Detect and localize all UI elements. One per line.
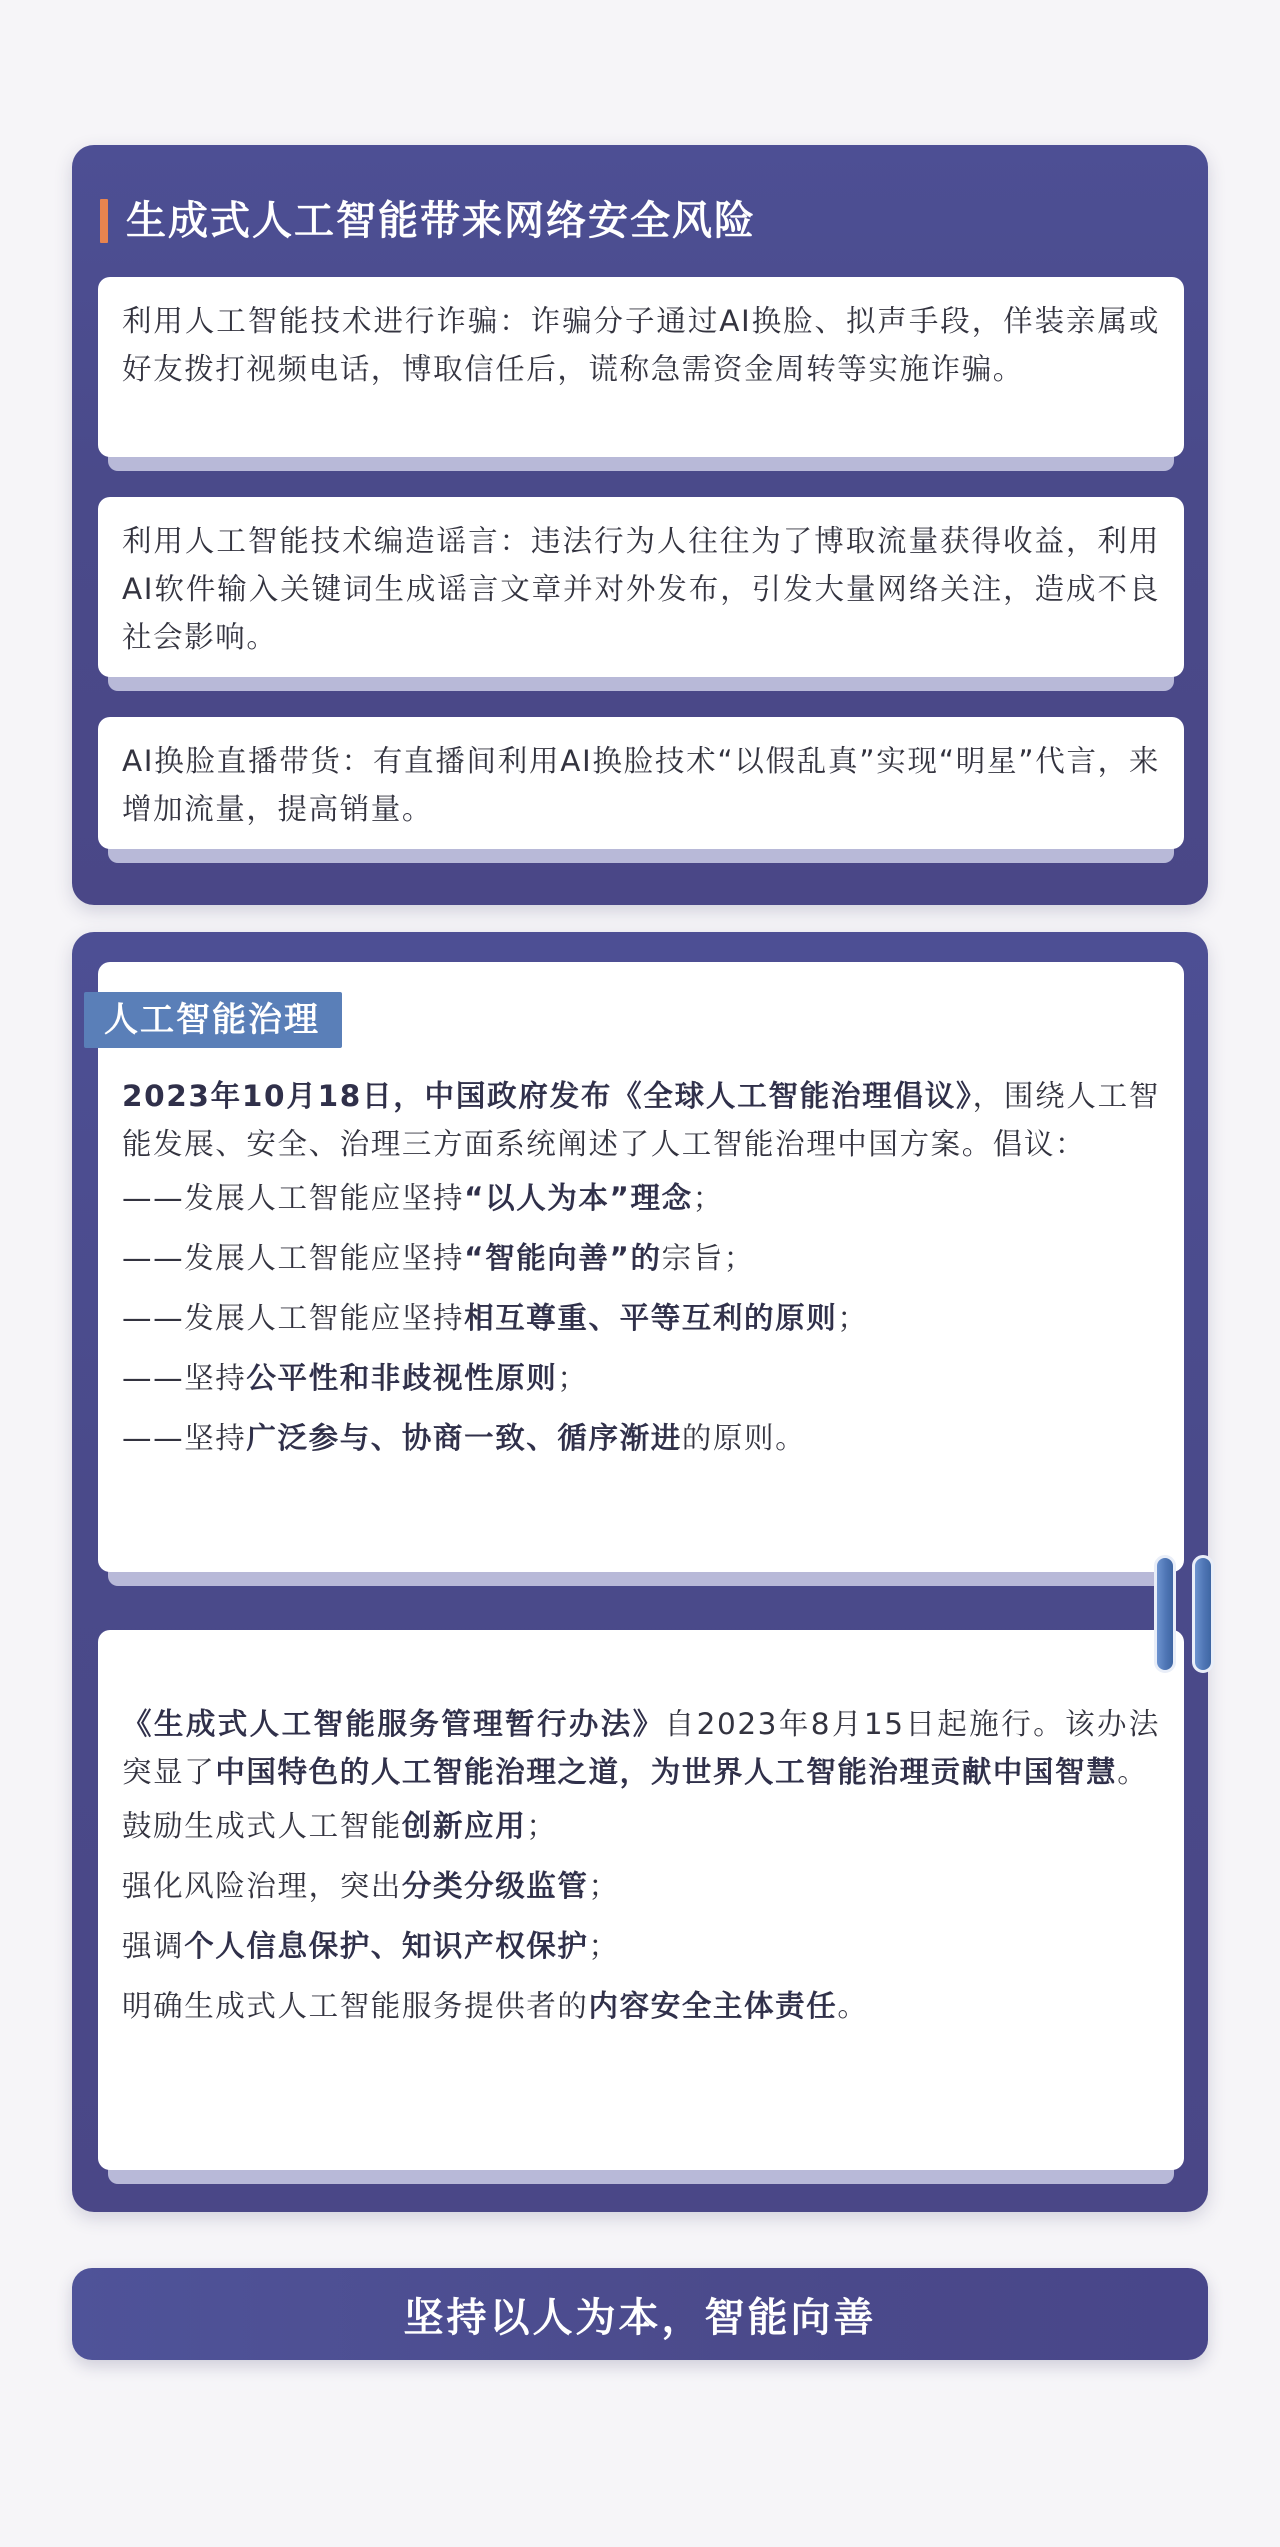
item-bold: 相互尊重、平等互利的原则 <box>464 1301 838 1335</box>
card-body <box>98 962 1184 1572</box>
risk-panel <box>72 145 1208 905</box>
measures-item <box>122 1976 1160 2036</box>
item-pre: 强调 <box>122 1929 185 1963</box>
card-body <box>98 717 1184 849</box>
initiative-card <box>98 962 1184 1572</box>
governance-panel <box>72 932 1208 2212</box>
card-body <box>98 497 1184 677</box>
risk-card-text: 利用人工智能技术编造谣言：违法行为人往往为了博取流量获得收益，利用AI软件输入关键词生成谣言文章并对外发布，引发大量网络关注，造成不良社会影响。 <box>122 524 1160 654</box>
risk-card-text: 利用人工智能技术进行诈骗：诈骗分子通过AI换脸、拟声手段，佯装亲属或好友拨打视频电话，博取信任后，谎称急需资金周转等实施诈骗。 <box>122 304 1160 386</box>
risk-card-livestream <box>98 717 1184 849</box>
initiative-item <box>122 1288 1160 1348</box>
risk-card-rumor <box>98 497 1184 677</box>
initiative-item <box>122 1228 1160 1288</box>
initiative-lead-rest: ，围绕人工智能发展、安全、治理三方面系统阐述了人工智能治理中国方案。倡议： <box>122 1079 1160 1161</box>
item-bold: 广泛参与、协商一致、循序渐进 <box>246 1421 682 1455</box>
section-title <box>100 195 756 247</box>
item-pre: ——发展人工智能应坚持 <box>122 1181 465 1215</box>
item-pre: ——发展人工智能应坚持 <box>122 1241 465 1275</box>
binder-clip-icon <box>1192 1555 1214 1673</box>
item-pre: 明确生成式人工智能服务提供者的 <box>122 1989 589 2023</box>
risk-card-text: AI换脸直播带货：有直播间利用AI换脸技术“以假乱真”实现“明星”代言，来增加流量，提高销量。 <box>122 744 1160 826</box>
initiative-item <box>122 1168 1160 1228</box>
item-bold: 个人信息保护、知识产权保护 <box>184 1929 589 1963</box>
item-post: ； <box>526 1809 558 1843</box>
initiative-lead-bold: 2023年10月18日，中国政府发布《全球人工智能治理倡议》 <box>122 1079 973 1113</box>
item-post: ； <box>557 1361 589 1395</box>
item-pre: ——发展人工智能应坚持 <box>122 1301 465 1335</box>
item-post: ； <box>588 1929 620 1963</box>
measures-lead-bold: 中国特色的人工智能治理之道，为世界人工智能治理贡献中国智慧 <box>215 1755 1118 1789</box>
item-pre: ——坚持 <box>122 1361 247 1395</box>
measures-item <box>122 1856 1160 1916</box>
measures-lead-end: 。 <box>1117 1755 1149 1789</box>
item-pre: 鼓励生成式人工智能 <box>122 1809 402 1843</box>
measures-card <box>98 1630 1184 2170</box>
item-bold: “以人为本”理念 <box>464 1181 693 1215</box>
card-body <box>98 1630 1184 2170</box>
item-post: ； <box>692 1181 724 1215</box>
measures-lead <box>122 1700 1160 1796</box>
item-bold: 公平性和非歧视性原则 <box>246 1361 558 1395</box>
initiative-item <box>122 1408 1160 1468</box>
item-bold: 创新应用 <box>401 1809 527 1843</box>
risk-section-title: 生成式人工智能带来网络安全风险 <box>126 198 756 244</box>
governance-tag: 人工智能治理 <box>84 992 342 1048</box>
item-bold: 内容安全主体责任 <box>588 1989 838 2023</box>
item-post: 宗旨； <box>661 1241 755 1275</box>
binder-clip-icon <box>1154 1555 1176 1673</box>
title-accent-bar <box>100 199 108 243</box>
item-bold: 分类分级监管 <box>401 1869 589 1903</box>
card-body <box>98 277 1184 457</box>
slogan-banner: 坚持以人为本，智能向善 <box>72 2268 1208 2360</box>
item-post: ； <box>588 1869 620 1903</box>
item-post: 的原则。 <box>681 1421 807 1455</box>
item-post: 。 <box>837 1989 869 2023</box>
measures-lead-bold: 《生成式人工智能服务管理暂行办法》 <box>122 1707 665 1741</box>
measures-item <box>122 1796 1160 1856</box>
binder-clips <box>1144 1555 1224 1675</box>
measures-item <box>122 1916 1160 1976</box>
item-bold: “智能向善”的 <box>464 1241 662 1275</box>
initiative-lead <box>122 1072 1160 1168</box>
item-pre: ——坚持 <box>122 1421 247 1455</box>
item-post: ； <box>837 1301 869 1335</box>
initiative-item <box>122 1348 1160 1408</box>
item-pre: 强化风险治理，突出 <box>122 1869 402 1903</box>
measures-lead-mid: 自2023年8月15日起施行。该办法突显了 <box>122 1707 1161 1789</box>
risk-card-fraud <box>98 277 1184 457</box>
